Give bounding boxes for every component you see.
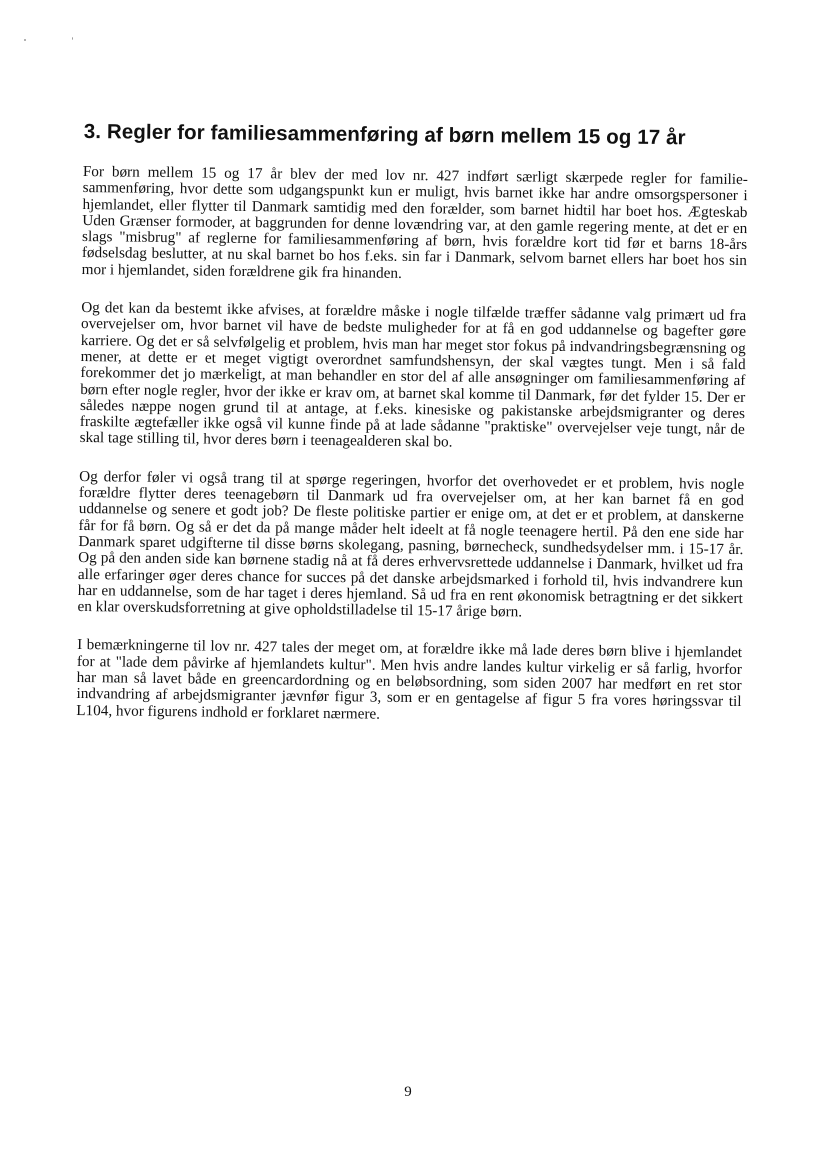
page-number: 9 [404,1084,412,1100]
section-heading: 3. Regler for familiesammenføring af børn mellem 15 og 17 år [83,119,686,150]
scan-speck [24,39,26,41]
paragraph: I bemærkningerne til lov nr. 427 tales der meget om, at forældre ikke må lade deres børn blive i hjemlandet for at "lade dem påvirke af hjemlandets kultur". Men hvis andre landes kultur virkelig er så farlig, hvorfor har man så lavet både en greencardordning og en beløbsordning, som siden 2007 har medført en ret stor indvandring af arbejdsmigranter jævnfør figur 3, som er en gentagelse af figur 5 fra vores høringssvar til L104, hvor figurens indhold er forklaret nærmere. [76,636,743,723]
paragraph: Og derfor føler vi også trang til at spørge regeringen, hvorfor det overhovedet er et problem, hvis nogle forældre flytter deres teenagebørn til Danmark ud fra overvejelser om, at her kan barnet få en god uddannelse og senere et godt job? De fleste politiske partier er enige om, at det er et problem, at danskerne får for få børn. Og så er det da på mange måder helt ideelt at få nogle teenagere hertil. På den ene side har Danmark sparet udgifterne til disse børns skolegang, pasning, børnecheck, sundhedsydelser mm. i 15-17 år. Og på den anden side kan børnene stadig nå at få deres erhvervsrettede uddannelse i Danmark, hvilket ud fra alle erfaringer øger deres chance for succes på det danske arbejdsmarked i forhold til, hvis indvandrere kun har en uddannelse, som de har taget i deres hjemland. Så ud fra en rent økonomisk betragtning er det sikkert en klar overskudsforretning at give opholdstilladelse til 15-17 årige børn. [77,467,745,621]
body-text [76,164,748,749]
paragraph: For børn mellem 15 og 17 år blev der med lov nr. 427 indført særligt skærpede regler for familiesammenføring, hvor dette som udgangspunkt kun er muligt, hvis barnet ikke har andre omsorgspersoner i hjemlandet, eller flytter til Danmark samtidig med den forælder, som barnet hidtil har boet hos. Ægteskab Uden Grænser formoder, at baggrunden for denne lovændring var, at den gamle regering mente, at det er en slags "misbrug" af reglerne for familiesammenføring af børn, hvis forældre kort tid før et barns 18-års fødselsdag beslutter, at nu skal barnet bo hos f.eks. sin far i Danmark, selvom barnet ellers har boet hos sin mor i hjemlandet, siden forældrene gik fra hinanden. [81,163,748,282]
scan-speck [72,37,73,40]
paragraph: Og det kan da bestemt ikke afvises, at forældre måske i nogle tilfælde træffer sådanne valg primært ud fra overvejelser om, hvor barnet vil have de bedste muligheder for at få en god uddannelse og bagefter gøre karriere. Og det er så selvfølgelig et problem, hvis man har meget stor fokus på indvandringsbegrænsning og mener, at dette er et meget vigtigt overordnet samfundshensyn, der skal vægtes tungt. Men i så fald forekommer det jo mærkeligt, at man behandler en stor del af alle ansøgninger om familiesammenføring af børn efter nogle regler, hvor der ikke er krav om, at barnet skal komme til Danmark, før det fylder 15. Der er således næppe nogen grund til at antage, at f.eks. kinesiske og pakistanske arbejdsmigranter og deres fraskilte ægtefæller ikke også vil kunne finde på at lade sådanne "praktiske" overvejelser veje tungt, når de skal tage stilling til, hvor deres børn i teenagealderen skal bo. [79,299,747,451]
